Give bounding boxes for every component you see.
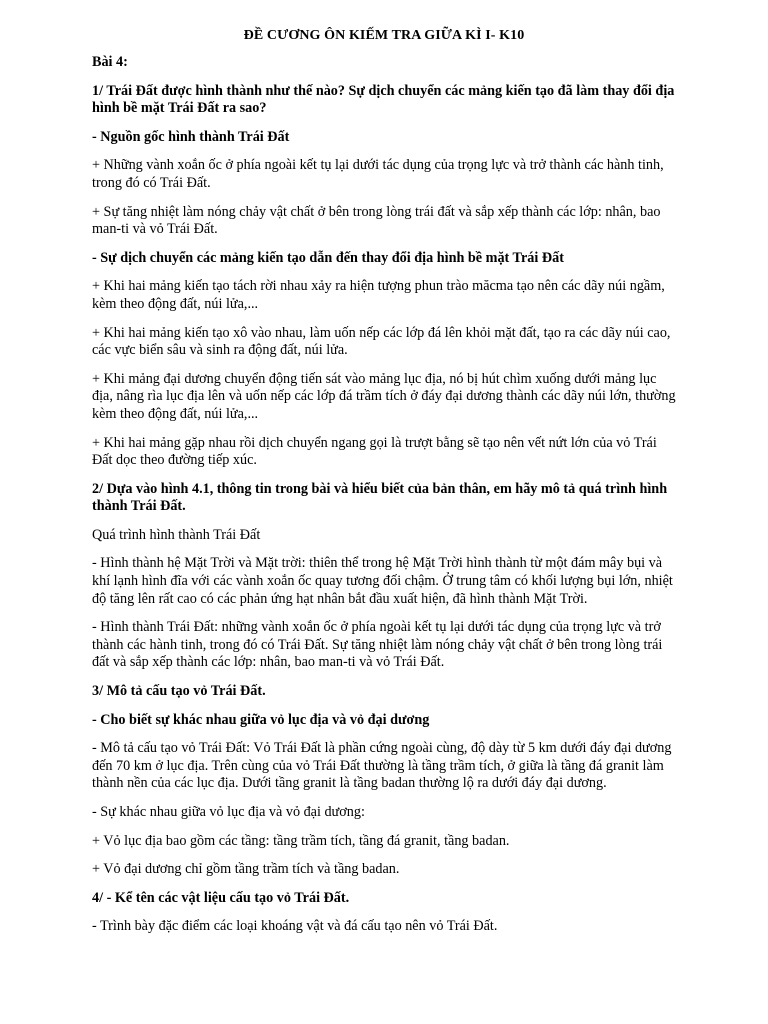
paragraph: + Sự tăng nhiệt làm nóng chảy vật chất ở bên trong lòng trái đất và sắp xếp thành các lớp: nhân, bao man-ti và vỏ Trái Đất.	[92, 203, 661, 238]
paragraph: - Sự khác nhau giữa vỏ lục địa và vỏ đại dương:	[92, 804, 365, 820]
paragraph: - Trình bày đặc điểm các loại khoáng vật và đá cấu tạo nên vỏ Trái Đất.	[92, 918, 498, 935]
document-body	[92, 54, 680, 947]
paragraph: - Hình thành Trái Đất: những vành xoắn ốc ở phía ngoài kết tụ lại dưới tác dụng của trọng lực và trở thành các hành tinh, trong đó có Trái Đất. Sự tăng nhiệt làm nóng chảy vật chất ở bên trong lòng trái đất và sắp xếp thành các lớp: nhân, bao man-ti và vỏ Trái Đất.	[92, 619, 663, 671]
paragraph: + Những vành xoắn ốc ở phía ngoài kết tụ lại dưới tác dụng của trọng lực và trở thành các hành tinh, trong đó có Trái Đất.	[92, 157, 664, 191]
paragraph: - Hình thành hệ Mặt Trời và Mặt trời: thiên thể trong hệ Mặt Trời hình thành từ một đám mây bụi và khí lạnh hình đĩa với các vành xoắn ốc quay tương đối chậm. Ở trung tâm có khối lượng bụi lớn, nhiệt độ tăng lên rất cao có các phản ứng hạt nhân bắt đầu xuất hiện, đã hình thành Mặt Trời.	[92, 555, 673, 607]
question-4: 4/ - Kể tên các vật liệu cấu tạo vỏ Trái Đất.	[92, 889, 350, 906]
paragraph: + Vỏ đại dương chỉ gồm tầng trầm tích và tầng badan.	[92, 861, 400, 878]
subheading-plate-movement: - Sự dịch chuyển các mảng kiến tạo dẫn đến thay đổi địa hình bề mặt Trái Đất	[92, 249, 564, 266]
section-heading-bai-4: Bài 4:	[92, 54, 128, 70]
paragraph: + Khi hai mảng kiến tạo xô vào nhau, làm uốn nếp các lớp đá lên khỏi mặt đất, tạo ra các dãy núi cao, các vực biển sâu và sinh ra động đất, núi lửa.	[92, 324, 671, 359]
question-1: 1/ Trái Đất được hình thành như thế nào? Sự dịch chuyển các mảng kiến tạo đã làm thay đổi địa hình bề mặt Trái Đất ra sao?	[92, 82, 675, 117]
paragraph: Quá trình hình thành Trái Đất	[92, 526, 261, 543]
paragraph: + Vỏ lục địa bao gồm các tầng: tầng trầm tích, tầng đá granit, tầng badan.	[92, 832, 510, 849]
question-2: 2/ Dựa vào hình 4.1, thông tin trong bài và hiểu biết của bản thân, em hãy mô tả quá trình hình thành Trái Đất.	[92, 480, 668, 515]
paragraph: + Khi hai mảng gặp nhau rồi dịch chuyển ngang gọi là trượt bằng sẽ tạo nên vết nứt lớn của vỏ Trái Đất dọc theo đường tiếp xúc.	[92, 434, 657, 469]
subheading-crust-difference: - Cho biết sự khác nhau giữa vỏ lục địa và vỏ đại dương	[92, 711, 430, 728]
question-3: 3/ Mô tả cấu tạo vỏ Trái Đất.	[92, 683, 266, 700]
paragraph: + Khi mảng đại dương chuyển động tiến sát vào mảng lục địa, nó bị hút chìm xuống dưới mảng lục địa, nâng rìa lục địa lên và uốn nếp các lớp đá trầm tích ở đáy đại dương thành các dãy núi lớn, thường kèm theo động đất, núi lửa,...	[92, 370, 676, 422]
subheading-origin: - Nguồn gốc hình thành Trái Đất	[92, 128, 290, 145]
paragraph: - Mô tả cấu tạo vỏ Trái Đất: Vỏ Trái Đất là phần cứng ngoài cùng, độ dày từ 5 km dưới đáy đại dương đến 70 km ở lục địa. Trên cùng của vỏ Trái Đất thường là tầng trầm tích, ở giữa là tầng đá granit làm thành nền của các lục địa. Dưới tầng granit là tầng badan thường lộ ra dưới đáy đại dương.	[92, 740, 672, 792]
document-title: ĐỀ CƯƠNG ÔN KIẾM TRA GIỮA KÌ I- K10	[243, 28, 525, 43]
paragraph: + Khi hai mảng kiến tạo tách rời nhau xảy ra hiện tượng phun trào măcma tạo nên các dãy núi ngầm, kèm theo động đất, núi lửa,...	[92, 278, 665, 312]
